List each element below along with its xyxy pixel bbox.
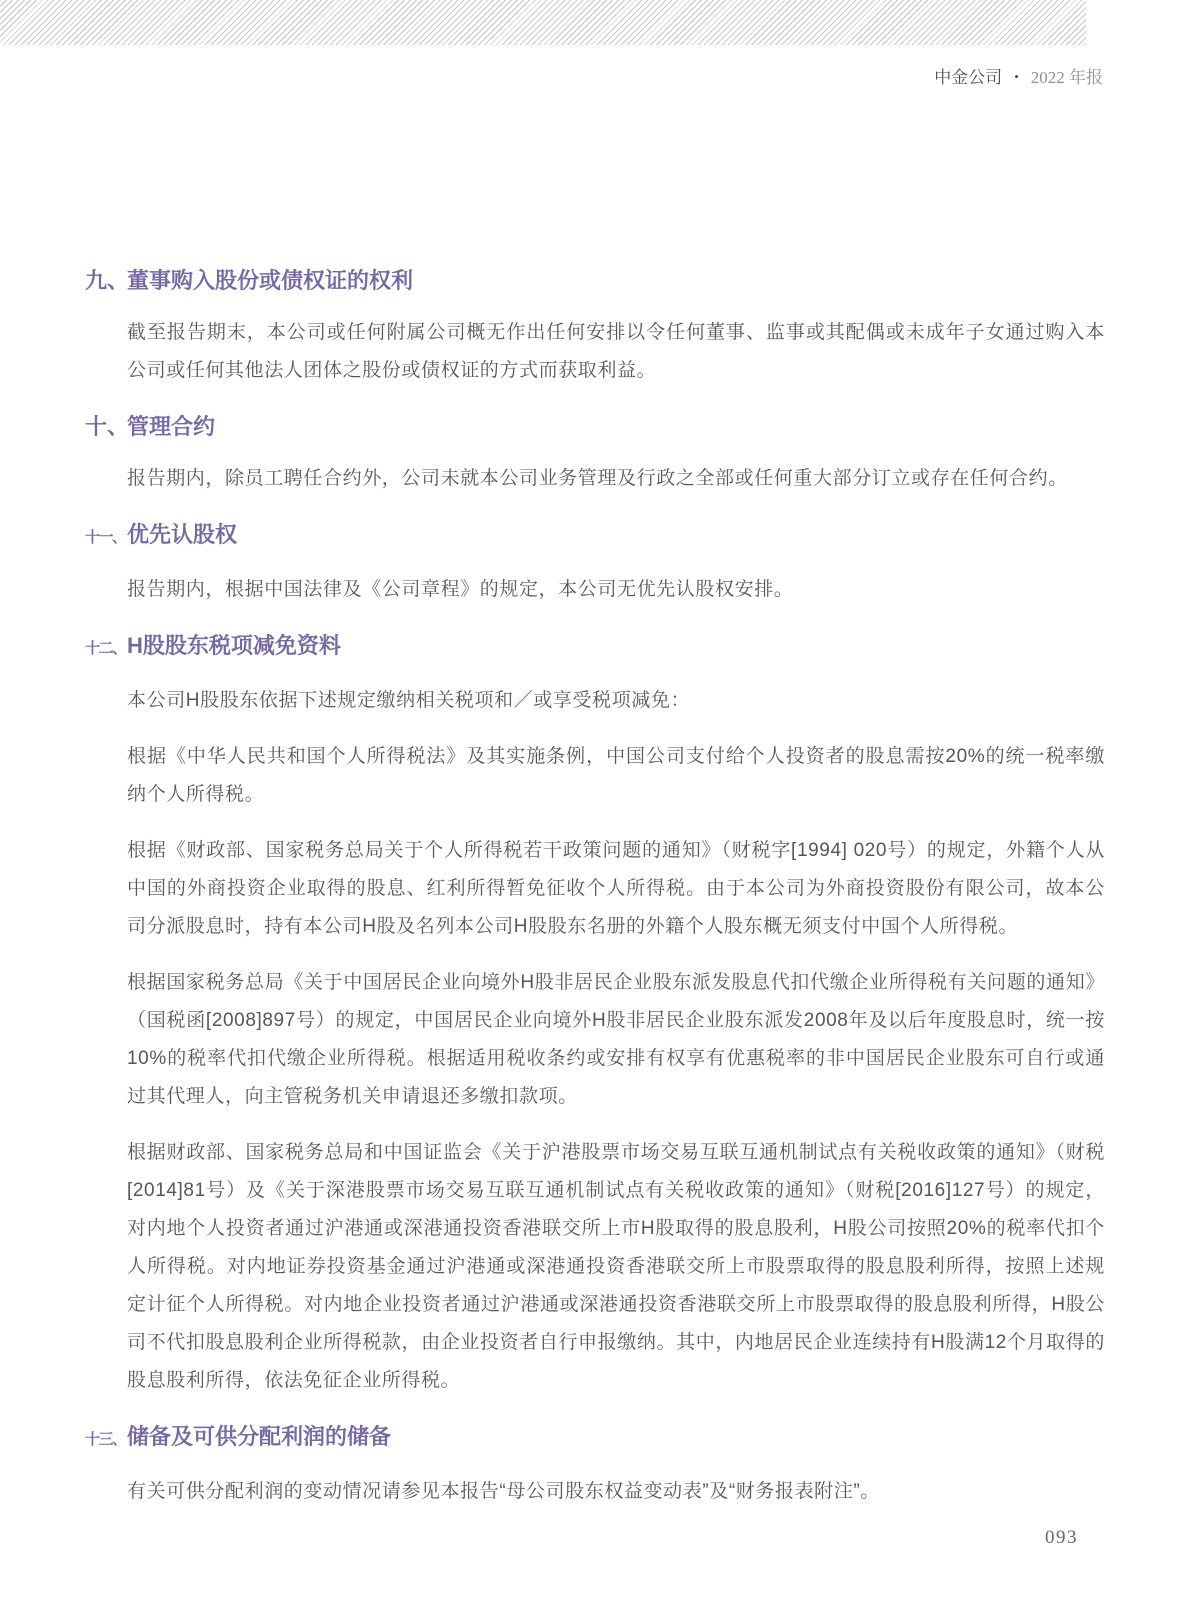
section-number: 九、 <box>85 268 130 293</box>
section <box>85 631 1105 1400</box>
section-number: 十、 <box>85 414 130 439</box>
paragraph: 报告期内，根据中国法律及《公司章程》的规定，本公司无优先认股权安排。 <box>127 579 794 600</box>
paragraph: 根据《财政部、国家税务总局关于个人所得税若干政策问题的通知》（财税字[1994] 020号）的规定，外籍个人从中国的外商投资企业取得的股息、红利所得暂免征收个人所得税。由于本公司为外商投资股份有限公司，故本公司分派股息时，持有本公司H股及名列本公司H股股东名册的外籍个人股东概无须支付中国个人所得税。 <box>127 840 1105 937</box>
section-title: 董事购入股份或债权证的权利 <box>127 268 414 293</box>
running-header <box>934 63 1103 88</box>
page-number: 093 <box>1045 1527 1078 1548</box>
section-heading <box>85 631 1105 664</box>
company-name: 中金公司 <box>934 68 1003 87</box>
paragraph: 报告期内，除员工聘任合约外，公司未就本公司业务管理及行政之全部或任何重大部分订立或存在任何合约。 <box>127 468 1068 489</box>
paragraph: 有关可供分配利润的变动情况请参见本报告“母公司股东权益变动表”及“财务报表附注”。 <box>127 1481 880 1502</box>
document-body <box>85 266 1105 1511</box>
section-title: 储备及可供分配利润的储备 <box>127 1424 392 1449</box>
paragraph: 根据《中华人民共和国个人所得税法》及其实施条例，中国公司支付给个人投资者的股息需按20%的统一税率缴纳个人所得税。 <box>127 746 1105 805</box>
section-number: 十一、 <box>85 529 126 546</box>
section-heading <box>85 520 1105 553</box>
section-heading <box>85 266 1105 296</box>
section <box>85 412 1105 498</box>
report-edition: 2022 年报 <box>1030 68 1103 87</box>
section-title: 优先认股权 <box>127 522 238 547</box>
diagonal-hatch-banner <box>0 0 1086 45</box>
paragraph: 根据财政部、国家税务总局和中国证监会《关于沪港股票市场交易互联互通机制试点有关税收政策的通知》（财税[2014]81号）及《关于深港股票市场交易互联互通机制试点有关税收政策的通知》（财税[2016]127号）的规定，对内地个人投资者通过沪港通或深港通投资香港联交所上市H股取得的股息股利，H股公司按照20%的税率代扣个人所得税。对内地证券投资基金通过沪港通或深港通投资香港联交所上市股票取得的股息股利所得，按照上述规定计征个人所得税。对内地企业投资者通过沪港通或深港通投资香港联交所上市股票取得的股息股利所得，H股公司不代扣股息股利企业所得税款，由企业投资者自行申报缴纳。其中，内地居民企业连续持有H股满12个月取得的股息股利所得，依法免征企业所得税。 <box>127 1142 1105 1391</box>
section-heading <box>85 412 1105 442</box>
paragraph: 本公司H股股东依据下述规定缴纳相关税项和／或享受税项减免： <box>127 690 691 711</box>
section-title: H股股东税项减免资料 <box>127 633 341 658</box>
section <box>85 1422 1105 1511</box>
section-heading <box>85 1422 1105 1455</box>
paragraph: 截至报告期末，本公司或任何附属公司概无作出任何安排以令任何董事、监事或其配偶或未成年子女通过购入本公司或任何其他法人团体之股份或债权证的方式而获取利益。 <box>127 322 1105 381</box>
paragraph: 根据国家税务总局《关于中国居民企业向境外H股非居民企业股东派发股息代扣代缴企业所得税有关问题的通知》（国税函[2008]897号）的规定，中国居民企业向境外H股非居民企业股东派发2008年及以后年度股息时，统一按10%的税率代扣代缴企业所得税。根据适用税收条约或安排有权享有优惠税率的非中国居民企业股东可自行或通过其代理人，向主管税务机关申请退还多缴扣款项。 <box>127 972 1105 1107</box>
section-title: 管理合约 <box>127 414 216 439</box>
bullet-separator-icon: • <box>1014 69 1019 84</box>
section-number: 十二、 <box>85 640 126 657</box>
section <box>85 520 1105 609</box>
section <box>85 266 1105 390</box>
section-number: 十三、 <box>85 1431 126 1448</box>
